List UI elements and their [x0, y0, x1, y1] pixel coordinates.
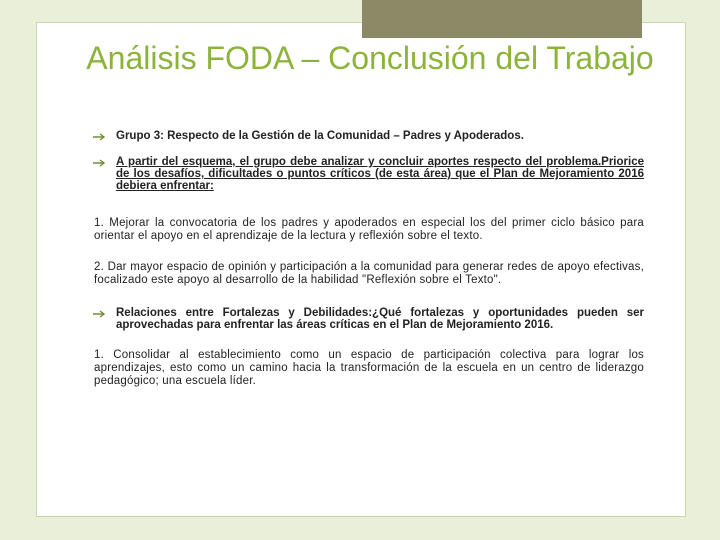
paragraph-group-lower [94, 349, 644, 406]
paragraph-group [94, 217, 644, 305]
paragraph: 1. Mejorar la convocatoria de los padres y apoderados en especial los del primer ciclo básico para orientar el apoyo en el aprendizaje de la lectura y reflexión sobre el texto. [94, 217, 644, 242]
bullet-item [94, 130, 644, 142]
arrow-bullet-icon [92, 133, 108, 141]
title-accent-bar [362, 0, 642, 38]
arrow-bullet-icon [92, 159, 108, 167]
bullet-text: A partir del esquema, el grupo debe analizar y concluir aportes respecto del problema.Priorice de los desafíos, dificultades o puntos críticos (de esta área) que el Plan de Mejoramiento 2016 debiera enfrentar: [116, 156, 644, 192]
slide-content [94, 130, 644, 206]
slide-title: Análisis FODA – Conclusión del Trabajo [86, 40, 654, 76]
bullet-item [94, 307, 644, 331]
bullet-item [94, 156, 644, 192]
paragraph: 2. Dar mayor espacio de opinión y participación a la comunidad para generar redes de apoyo efectivas, focalizado este apoyo al desarrollo de la habilidad "Reflexión sobre el Texto". [94, 261, 644, 286]
bullet-text: Relaciones entre Fortalezas y Debilidades:¿Qué fortalezas y oportunidades pueden ser aprovechadas para enfrentar las áreas críticas en el Plan de Mejoramiento 2016. [116, 307, 644, 331]
paragraph: 1. Consolidar al establecimiento como un espacio de participación colectiva para lograr los aprendizajes, esto como un camino hacia la transformación de la escuela en un centro de liderazgo pedagógico; una escuela líder. [94, 349, 644, 387]
bullet-text: Grupo 3: Respecto de la Gestión de la Comunidad – Padres y Apoderados. [116, 130, 524, 142]
arrow-bullet-icon [92, 310, 108, 318]
slide-content-lower [94, 307, 644, 341]
